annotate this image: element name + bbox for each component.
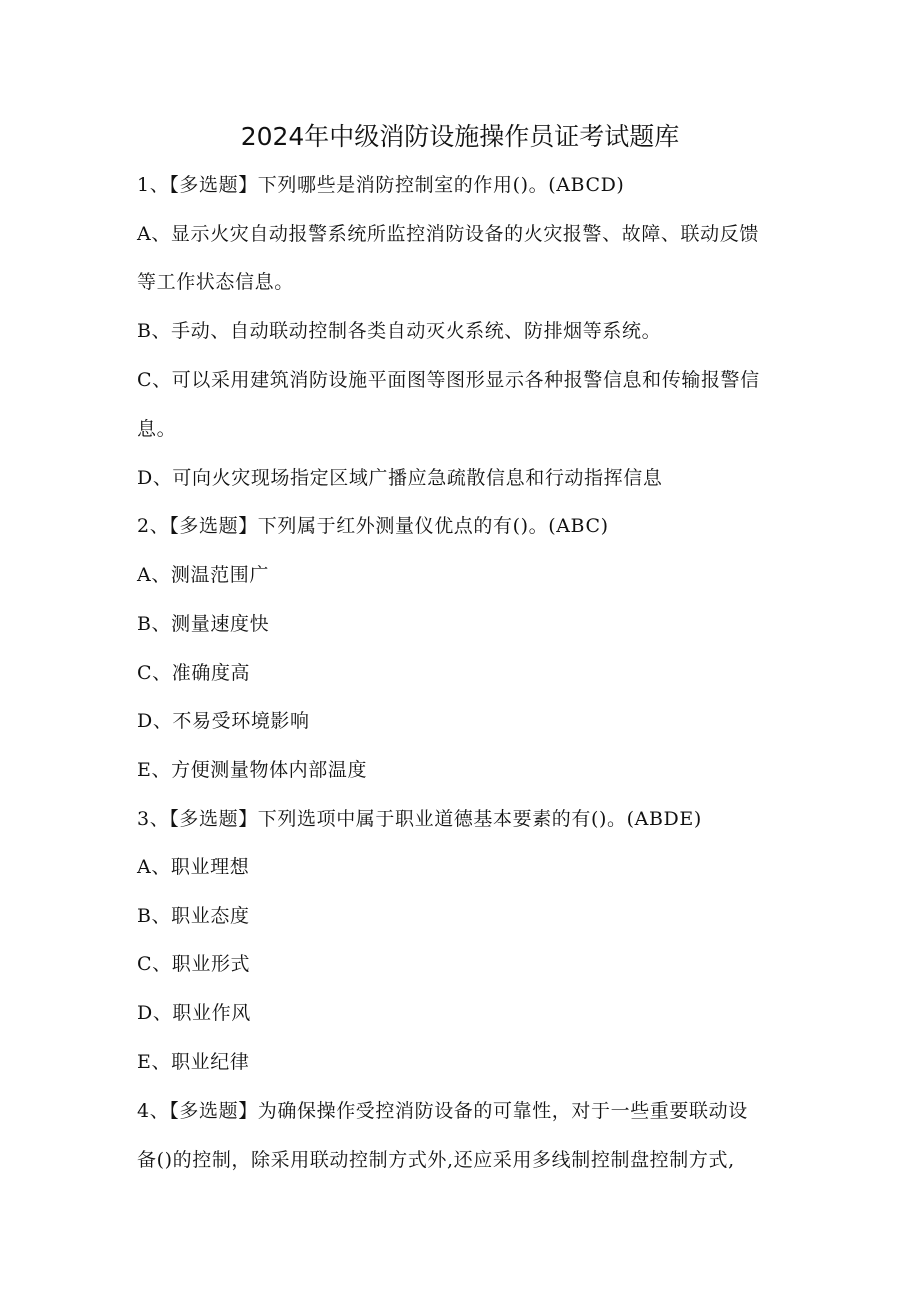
question-4-stem: 4、【多选题】为确保操作受控消防设备的可靠性，对于一些重要联动设 [137,1100,748,1122]
question-3-stem: 3、【多选题】下列选项中属于职业道德基本要素的有()。(ABDE) [137,808,702,830]
question-1-option-b: B、手动、自动联动控制各类自动灭火系统、防排烟等系统。 [137,320,662,342]
question-3-option-b: B、职业态度 [137,905,250,927]
question-1-option-a: A、显示火灾自动报警系统所监控消防设备的火灾报警、故障、联动反馈 [137,223,759,245]
question-1-option-a-continued: 等工作状态信息。 [137,271,294,293]
question-1-stem: 1、【多选题】下列哪些是消防控制室的作用()。(ABCD) [137,174,625,196]
question-2-option-e: E、方便测量物体内部温度 [137,759,368,781]
question-3-option-c: C、职业形式 [137,953,251,975]
question-3-option-e: E、职业纪律 [137,1051,250,1073]
question-2-option-c: C、准确度高 [137,662,251,684]
question-1-option-d: D、可向火灾现场指定区域广播应急疏散信息和行动指挥信息 [137,467,663,489]
document-title: 2024年中级消防设施操作员证考试题库 [240,122,680,151]
question-3-option-d: D、职业作风 [137,1002,251,1024]
question-2-option-d: D、不易受环境影响 [137,710,310,732]
question-1-option-c: C、可以采用建筑消防设施平面图等图形显示各种报警信息和传输报警信 [137,369,760,391]
question-1-option-c-continued: 息。 [137,418,177,440]
question-3-option-a: A、职业理想 [137,856,250,878]
question-2-option-a: A、测温范围广 [137,564,269,586]
question-4-stem-continued: 备()的控制，除采用联动控制方式外,还应采用多线制控制盘控制方式, [137,1149,735,1171]
question-2-stem: 2、【多选题】下列属于红外测量仪优点的有()。(ABC) [137,515,609,537]
question-2-option-b: B、测量速度快 [137,613,270,635]
